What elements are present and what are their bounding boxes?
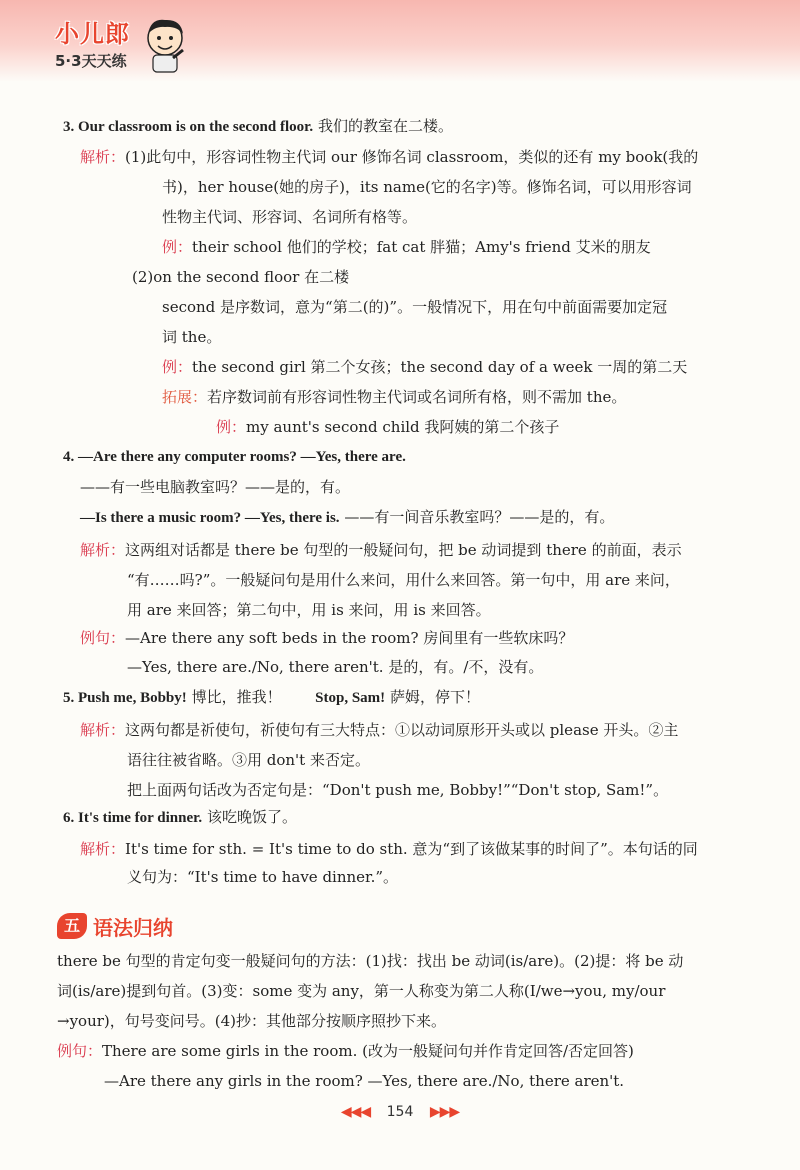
item-3-example-3: 例：my aunt's second child 我阿姨的第二个孩子 [216,418,560,436]
page-number-footer [0,1104,800,1120]
item-3-analysis: 解析：(1)此句中，形容词性物主代词 our 修饰名词 classroom，类似的还有 my book(我的 [80,148,699,166]
section-number-badge: 五 [57,913,87,939]
item-4-example-line2: —Yes, there are./No, there aren't. 是的，有。/不，没有。 [127,658,544,676]
grammar-text-line1: there be 句型的肯定句变一般疑问句的方法：(1)找：找出 be 动词(is/are)。(2)提：将 be 动 [57,952,684,970]
right-arrows-icon: ▶▶▶ [429,1104,460,1120]
item-5-analysis-line2: 语往往被省略。③用 don't 来否定。 [127,751,370,769]
item-3-point-2: (2)on the second floor 在二楼 [132,268,350,286]
item-6-analysis: 解析：It's time for sth. = It's time to do sth. 意为“到了该做某事的时间了”。本句话的同 [80,840,698,858]
item-6-analysis-line2: 义句为：“It's time to have dinner.”。 [127,868,399,886]
item-3-point-2-line3: 词 the。 [162,328,222,346]
item-5-title: 5. Push me, Bobby! 博比，推我！ Stop, Sam! 萨姆，停下！ [63,688,480,706]
item-3-analysis-line3: 性物主代词、形容词、名词所有格等。 [162,208,418,226]
item-4-dialog-2: —Is there a music room? —Yes, there is. ——有一间音乐教室吗？——是的，有。 [80,508,615,526]
item-3-analysis-line2: 书)，her house(她的房子)，its name(它的名字)等。修饰名词，可以用形容词 [162,178,692,196]
series-name: 5·3天天练 [55,52,127,70]
item-6-title: 6. It's time for dinner. 该吃晚饭了。 [63,808,297,826]
brand-logo: 小儿郎 [55,20,130,48]
item-4-analysis-line3: 用 are 来回答；第二句中，用 is 来问，用 is 来回答。 [127,601,491,619]
item-4-analysis-line2: “有……吗?”。一般疑问句是用什么来问，用什么来回答。第一句中，用 are 来问， [127,571,680,589]
item-4-example: 例句：—Are there any soft beds in the room? 房间里有一些软床吗？ [80,629,574,647]
page-number: 154 [386,1104,414,1120]
item-3-example-1: 例：their school 他们的学校；fat cat 胖猫；Amy's friend 艾米的朋友 [162,238,651,256]
left-arrows-icon: ◀◀◀ [340,1104,371,1120]
item-5-analysis: 解析：这两句都是祈使句，祈使句有三大特点：①以动词原形开头或以 please 开头。②主 [80,721,679,739]
item-3-point-2-line2: second 是序数词，意为“第二(的)”。一般情况下，用在句中前面需要加定冠 [162,298,668,316]
grammar-text-line3: →your)，句号变问号。(4)抄：其他部分按顺序照抄下来。 [57,1012,447,1030]
grammar-example: 例句：There are some girls in the room. (改为一般疑问句并作肯定回答/否定回答) [57,1042,634,1060]
grammar-example-line2: —Are there any girls in the room? —Yes, there are./No, there aren't. [104,1072,625,1090]
boy-mascot-icon [143,16,187,74]
item-3-example-2: 例：the second girl 第二个女孩；the second day of a week 一周的第二天 [162,358,688,376]
grammar-text-line2: 词(is/are)提到句首。(3)变：some 变为 any，第一人称变为第二人称(I/we→you, my/our [57,982,666,1000]
item-3-title: 3. Our classroom is on the second floor. 我们的教室在二楼。 [63,117,453,135]
item-5-analysis-line3: 把上面两句话改为否定句是：“Don't push me, Bobby!”“Don't stop, Sam!”。 [127,781,669,799]
page-header [0,0,800,82]
item-4-title: 4. —Are there any computer rooms? —Yes, there are. [63,449,406,465]
item-4-analysis: 解析：这两组对话都是 there be 句型的一般疑问句，把 be 动词提到 there 的前面，表示 [80,541,682,559]
item-3-extension: 拓展：若序数词前有形容词性物主代词或名词所有格，则不需加 the。 [162,388,627,406]
item-4-translation-1: ——有一些电脑教室吗？——是的，有。 [80,478,351,496]
section-title: 语法归纳 [93,916,173,940]
